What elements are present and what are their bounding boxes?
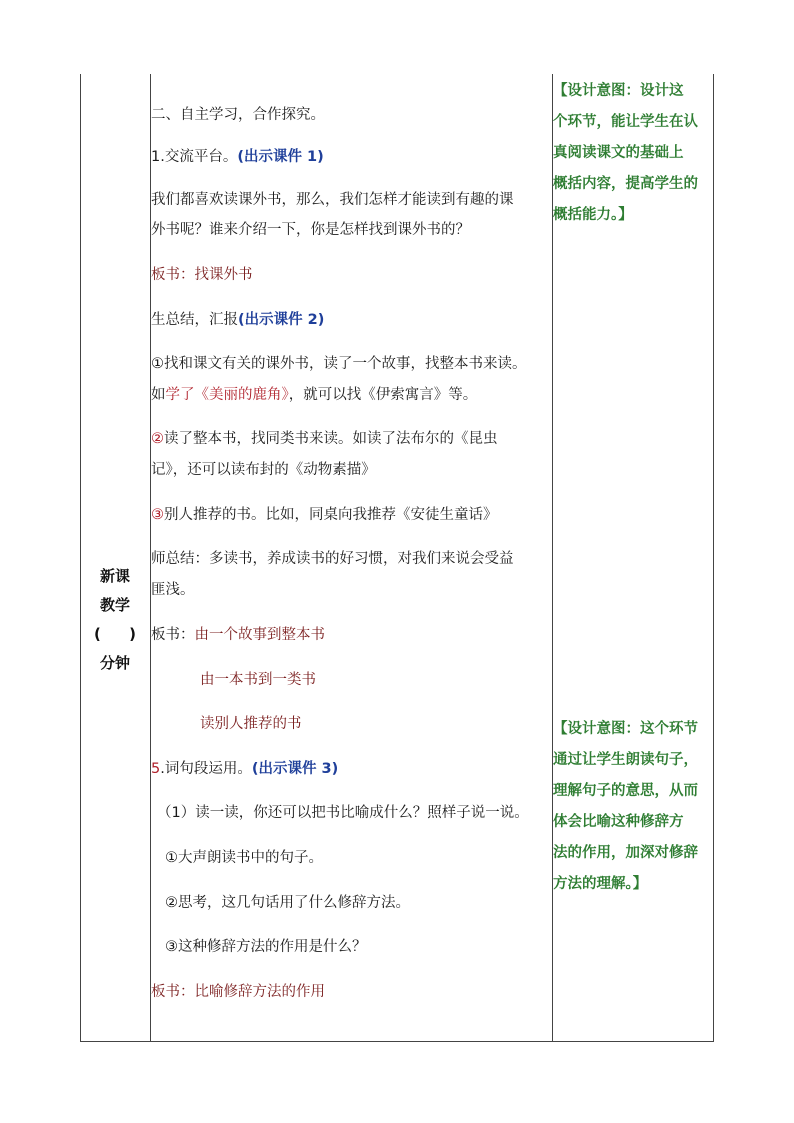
- paren-open: (: [94, 625, 101, 643]
- item1-line: [151, 142, 324, 172]
- note2-line: 【设计意图：这个环节: [553, 721, 698, 737]
- teacher-summary-line2: 匪浅。: [151, 582, 195, 598]
- way2-line2: 记》，还可以读布封的《动物素描》: [151, 462, 376, 478]
- note1-line: 个环节，能让学生在认: [553, 114, 698, 130]
- board-note-2-prefix: 板书：: [151, 627, 195, 643]
- teacher-summary-line1: 师总结：多读书，养成读书的好习惯，对我们来说会受益: [151, 551, 514, 567]
- note1-line: 概括能力。】: [553, 207, 633, 223]
- lesson-table: [80, 74, 714, 1042]
- intro-line2: 外书呢？谁来介绍一下，你是怎样找到课外书的？: [151, 222, 470, 238]
- section-label-duration-blank: [80, 620, 150, 649]
- note2-line: 理解句子的意思，从而: [553, 783, 698, 799]
- paren-close: ): [129, 625, 136, 643]
- way3-number: ③: [151, 507, 164, 523]
- board-note-3: [151, 977, 325, 1007]
- item5-line: [151, 754, 338, 784]
- section-label-line1: 新课: [99, 567, 130, 585]
- section-label-line4: 分钟: [99, 654, 130, 672]
- step3-line: ③这种修辞方法的作用是什么？: [165, 939, 367, 955]
- note1-line: 真阅读课文的基础上: [553, 145, 684, 161]
- way3-line: [151, 500, 498, 530]
- item5-number: 5: [151, 761, 161, 777]
- board-note-3-prefix: 板书：: [151, 984, 195, 1000]
- way1-line2-c: ，就可以找《伊索寓言》等。: [288, 387, 478, 403]
- board-note-1: 板书：找课外书: [151, 267, 253, 283]
- way2-text: 读了整本书，找同类书来读。如读了法布尔的《昆虫: [164, 431, 498, 447]
- note1-line: 【设计意图：设计这: [553, 83, 684, 99]
- design-intent-note-2: [553, 714, 715, 900]
- section-label-line2: 教学: [99, 596, 130, 614]
- way1-line1: ①找和课文有关的课外书，读了一个故事，找整本书来读。: [151, 356, 527, 372]
- board-note-2-b: 由一本书到一类书: [200, 672, 316, 688]
- intro-line1: 我们都喜欢读课外书，那么，我们怎样才能读到有趣的课: [151, 192, 514, 208]
- summary-slide-tag: (出示课件 2): [238, 312, 325, 328]
- table-border-bottom: [80, 1041, 714, 1042]
- way1-line2-b: 学了《美丽的鹿角》: [165, 387, 289, 403]
- item1-slide-tag: (出示课件 1): [237, 149, 324, 165]
- way2-number: ②: [151, 431, 164, 447]
- section-heading: 二、自主学习，合作探究。: [151, 107, 325, 123]
- step1-line: ①大声朗读书中的句子。: [165, 850, 323, 866]
- step2-line: ②思考，这几句话用了什么修辞方法。: [165, 895, 410, 911]
- board-note-3-text: 比喻修辞方法的作用: [194, 984, 325, 1000]
- item5-slide-tag: (出示课件 3): [251, 761, 339, 777]
- summary-line: [151, 305, 324, 335]
- task1-line: （1）读一读，你还可以把书比喻成什么？照样子说一说。: [157, 805, 529, 821]
- way1-line2-a: 如: [151, 387, 166, 403]
- note2-line: 通过让学生朗读句子，: [553, 752, 698, 768]
- way1-line2: [151, 380, 477, 410]
- board-note-2-a: 由一个故事到整本书: [194, 627, 325, 643]
- item1-prefix: 1.交流平台。: [151, 149, 238, 165]
- note2-line: 体会比喻这种修辞方: [553, 814, 684, 830]
- table-border-left: [80, 74, 81, 1042]
- note2-line: 方法的理解。】: [553, 876, 648, 892]
- item5-prefix: .词句段运用。: [160, 761, 252, 777]
- summary-prefix: 生总结，汇报: [151, 312, 238, 328]
- way2-line1: [151, 424, 498, 454]
- board-note-2-c: 读别人推荐的书: [200, 716, 302, 732]
- design-intent-note-1: [553, 76, 715, 231]
- note2-line: 法的作用，加深对修辞: [553, 845, 698, 861]
- way3-text: 别人推荐的书。比如，同桌向我推荐《安徒生童话》: [164, 507, 498, 523]
- board-note-2-line1: [151, 620, 325, 650]
- section-label: [80, 562, 150, 678]
- note1-line: 概括内容，提高学生的: [553, 176, 698, 192]
